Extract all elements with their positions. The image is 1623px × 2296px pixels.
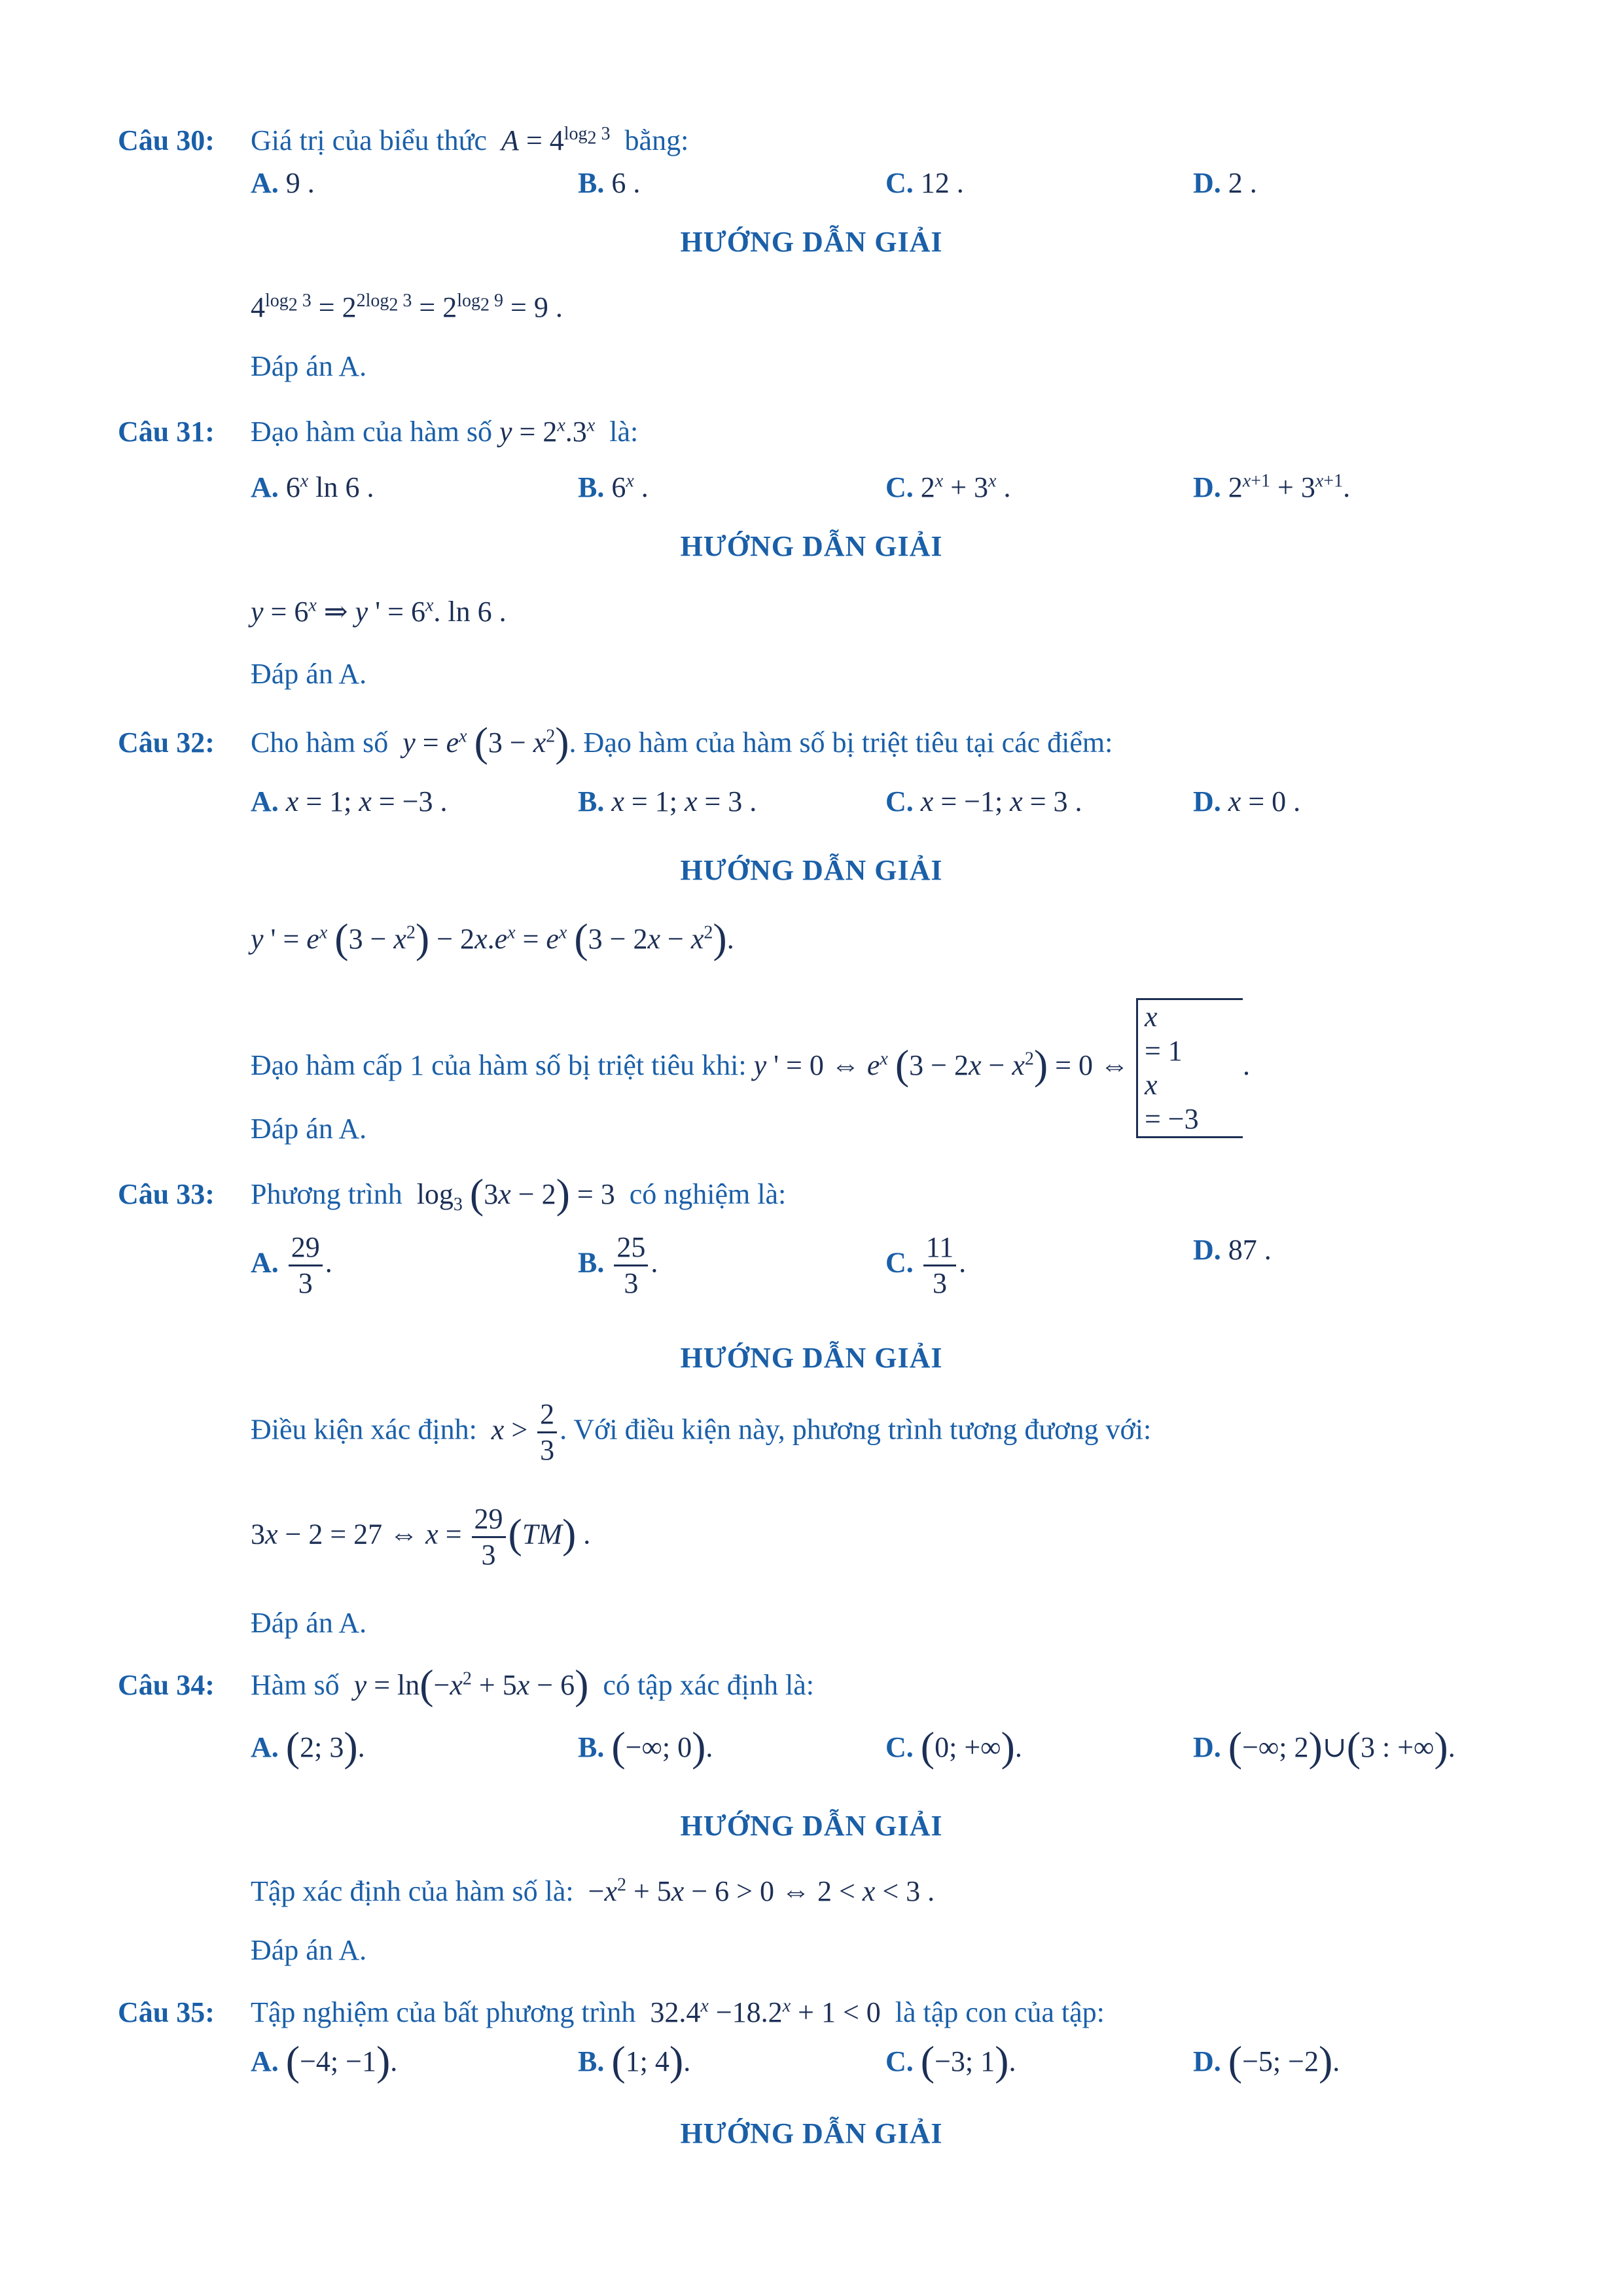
- option-b[interactable]: B. x = 1; x = 3 .: [578, 785, 757, 817]
- question-label: Câu 34:: [118, 1669, 215, 1701]
- option-c[interactable]: C. (0; +∞).: [885, 1723, 1022, 1770]
- solution-heading: HƯỚNG DẪN GIẢI: [680, 854, 943, 886]
- question-label: Câu 33:: [118, 1178, 215, 1210]
- option-d[interactable]: D. (−∞; 2)∪(3 : +∞).: [1193, 1723, 1455, 1770]
- option-a[interactable]: A. (2; 3).: [251, 1723, 365, 1770]
- question-label: Câu 30:: [118, 124, 215, 156]
- option-d[interactable]: D. 87 .: [1193, 1234, 1272, 1266]
- question-text: Đạo hàm của hàm số $y = 2^x.3^x$ là:: [251, 415, 639, 448]
- option-c[interactable]: C. $2^x + 3^x$ .: [885, 471, 1011, 503]
- solution-33-domain: Điều kiện xác định: x > $\frac{2}{3}$ . Với điều kiện này, phương trình tương đương với:: [251, 1398, 1152, 1466]
- option-d[interactable]: D. x = 0 .: [1193, 785, 1301, 817]
- option-a[interactable]: A. $\frac{29}{3}$ .: [251, 1231, 332, 1299]
- solution-31: $y = 6^x$ ⇒ y ' = $6^x$. ln 6 .: [251, 595, 507, 628]
- option-b[interactable]: B. $\frac{25}{3}$ .: [578, 1231, 658, 1299]
- question-text: Giá trị của biểu thức $A = 4^{log_2 3}$ bằng:: [251, 124, 689, 156]
- answer-31: Đáp án A.: [251, 658, 367, 690]
- answer-32: Đáp án A.: [251, 1113, 367, 1145]
- answer-34: Đáp án A.: [251, 1934, 367, 1966]
- question-text: Phương trình $\log_3 (3x - 2) = 3$ có nghiệm là:: [251, 1170, 787, 1217]
- solution-30: $4^{log_2 3} = 2^{2log_2 3} = 2^{log_2 9} = 9$ .: [251, 291, 563, 323]
- option-b[interactable]: B. (1; 4).: [578, 2037, 691, 2084]
- question-label: Câu 35:: [118, 1996, 215, 2028]
- option-c[interactable]: C. (−3; 1).: [885, 2037, 1016, 2084]
- question-label: Câu 31:: [118, 416, 215, 448]
- question-label: Câu 32:: [118, 726, 215, 759]
- option-d[interactable]: D. $2^{x+1} + 3^{x+1}$.: [1193, 471, 1351, 503]
- option-b[interactable]: B. (−∞; 0).: [578, 1723, 713, 1770]
- option-a[interactable]: A. 9 .: [251, 167, 315, 199]
- question-text: Hàm số $y = \ln(-x^2 + 5x - 6)$ có tập xác định là:: [251, 1661, 814, 1708]
- option-a[interactable]: A. (−4; −1).: [251, 2037, 398, 2084]
- question-text: Tập nghiệm của bất phương trình $32.4^x -18.2^x + 1 < 0$ là tập con của tập:: [251, 1996, 1105, 2028]
- option-c[interactable]: C. $\frac{11}{3}$ .: [885, 1231, 967, 1299]
- option-b[interactable]: B. 6$^x$ .: [578, 471, 649, 503]
- option-a[interactable]: A. 6$^x$ ln 6 .: [251, 471, 374, 503]
- answer-33: Đáp án A.: [251, 1607, 367, 1639]
- solution-heading: HƯỚNG DẪN GIẢI: [680, 1342, 943, 1374]
- solution-heading: HƯỚNG DẪN GIẢI: [680, 1810, 943, 1842]
- option-b[interactable]: B. 6 .: [578, 167, 641, 199]
- option-d[interactable]: D. 2 .: [1193, 167, 1257, 199]
- option-a[interactable]: A. x = 1; x = −3 .: [251, 785, 448, 817]
- question-text: Cho hàm số $y = e^x$ $(3 - x^2)$. Đạo hàm của hàm số bị triệt tiêu tại các điểm:: [251, 719, 1113, 765]
- option-d[interactable]: D. (−5; −2).: [1193, 2037, 1340, 2084]
- option-c[interactable]: C. 12 .: [885, 167, 964, 199]
- solution-heading: HƯỚNG DẪN GIẢI: [680, 530, 943, 562]
- solution-33: 3x − 2 = 27 ⇔ x = $\frac{29}{3}$ (TM) .: [251, 1503, 591, 1571]
- solution-32-root: Đạo hàm cấp 1 của hàm số bị triệt tiêu khi: y ' = 0 ⇔ $e^x$ $(3 - 2x - x^2) = 0$ ⇔ x = 1 x = −3 .: [251, 998, 1250, 1138]
- answer-30: Đáp án A.: [251, 350, 367, 382]
- solution-34: Tập xác định của hàm số là: $-x^2 + 5x - 6 > 0$ ⇔ 2 < x < 3 .: [251, 1874, 935, 1907]
- solution-32: y ' = $e^x$ $(3 - x^2) - 2x.e^x = e^x$ $(3 - 2x - x^2)$.: [251, 915, 734, 961]
- solution-heading: HƯỚNG DẪN GIẢI: [680, 226, 943, 258]
- solution-heading: HƯỚNG DẪN GIẢI: [680, 2117, 943, 2149]
- option-c[interactable]: C. x = −1; x = 3 .: [885, 785, 1082, 817]
